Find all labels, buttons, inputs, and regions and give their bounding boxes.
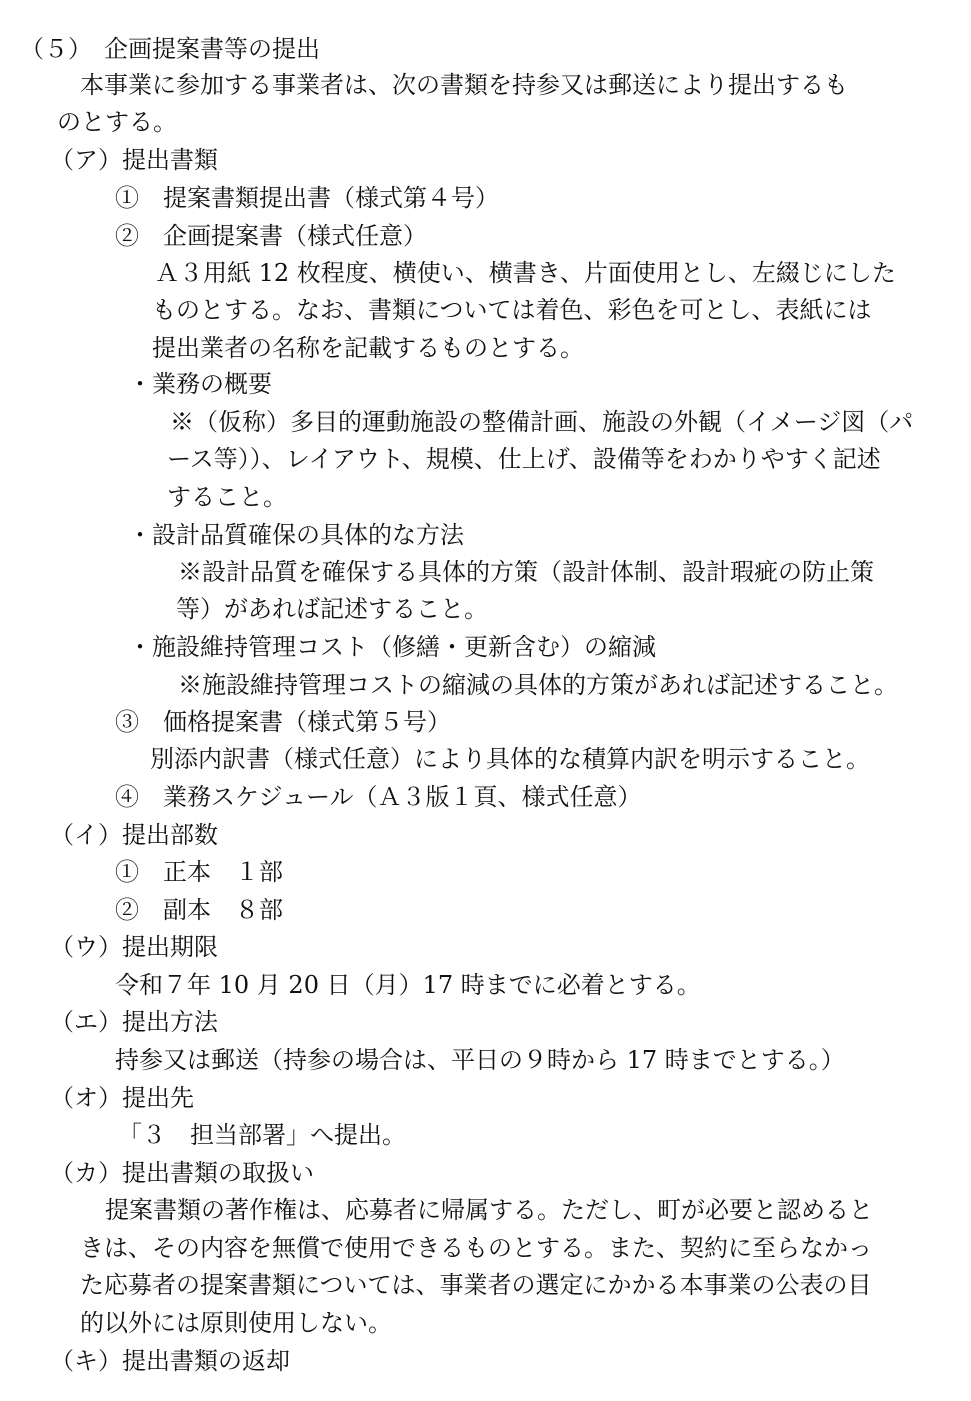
paragraph-line: Ａ３用紙 12 枚程度、横使い、横書き、片面使用とし、左綴じにした [155,259,896,287]
subsection-heading: （イ）提出部数 [50,821,218,849]
subsection-heading: （オ）提出先 [50,1084,194,1112]
subsection-heading: （ア）提出書類 [50,146,218,174]
subsection-heading: （キ）提出書類の返却 [50,1347,290,1375]
paragraph-line: 持参又は郵送（持参の場合は、平日の９時から 17 時までとする。） [115,1046,845,1074]
bullet-item: ・業務の概要 [128,370,272,398]
note-line: すること。 [167,483,287,511]
list-item: ① 提案書類提出書（様式第４号） [115,184,499,212]
paragraph-line: ものとする。なお、書類については着色、彩色を可とし、表紙には [152,296,872,324]
list-item: ② 企画提案書（様式任意） [115,222,427,250]
paragraph-line: 提案書類の著作権は、応募者に帰属する。ただし、町が必要と認めると [105,1196,873,1224]
paragraph-line: た応募者の提案書類については、事業者の選定にかかる本事業の公表の目 [80,1271,872,1299]
bullet-item: ・施設維持管理コスト（修繕・更新含む）の縮減 [128,633,656,661]
bullet-item: ・設計品質確保の具体的な方法 [128,521,464,549]
list-item: ③ 価格提案書（様式第５号） [115,708,451,736]
paragraph-line: 令和７年 10 月 20 日（月）17 時までに必着とする。 [115,971,701,999]
subsection-heading: （ウ）提出期限 [50,933,218,961]
subsection-heading: （カ）提出書類の取扱い [50,1159,314,1187]
note-line: ※設計品質を確保する具体的方策（設計体制、設計瑕疵の防止策 [178,558,874,586]
note-line: ース等））、レイアウト、規模、仕上げ、設備等をわかりやすく記述 [167,445,881,473]
subsection-heading: （エ）提出方法 [50,1008,218,1036]
list-item: ② 副本 ８部 [115,896,283,924]
paragraph-line: のとする。 [57,108,177,136]
list-item: ④ 業務スケジュール（Ａ３版１頁、様式任意） [115,783,642,811]
list-item: ① 正本 １部 [115,858,283,886]
paragraph-line: 的以外には原則使用しない。 [80,1309,392,1337]
note-line: 等）があれば記述すること。 [176,595,488,623]
note-line: ※（仮称）多目的運動施設の整備計画、施設の外観（イメージ図（パ [170,408,914,436]
paragraph-line: 本事業に参加する事業者は、次の書類を持参又は郵送により提出するも [80,71,848,99]
section-heading: （５） 企画提案書等の提出 [20,35,320,63]
paragraph-line: きは、その内容を無償で使用できるものとする。また、契約に至らなかっ [80,1234,872,1262]
paragraph-line: 「３ 担当部署」へ提出。 [118,1121,406,1149]
note-line: ※施設維持管理コストの縮減の具体的方策があれば記述すること。 [178,671,898,699]
paragraph-line: 提出業者の名称を記載するものとする。 [152,334,584,362]
paragraph-line: 別添内訳書（様式任意）により具体的な積算内訳を明示すること。 [150,745,870,773]
